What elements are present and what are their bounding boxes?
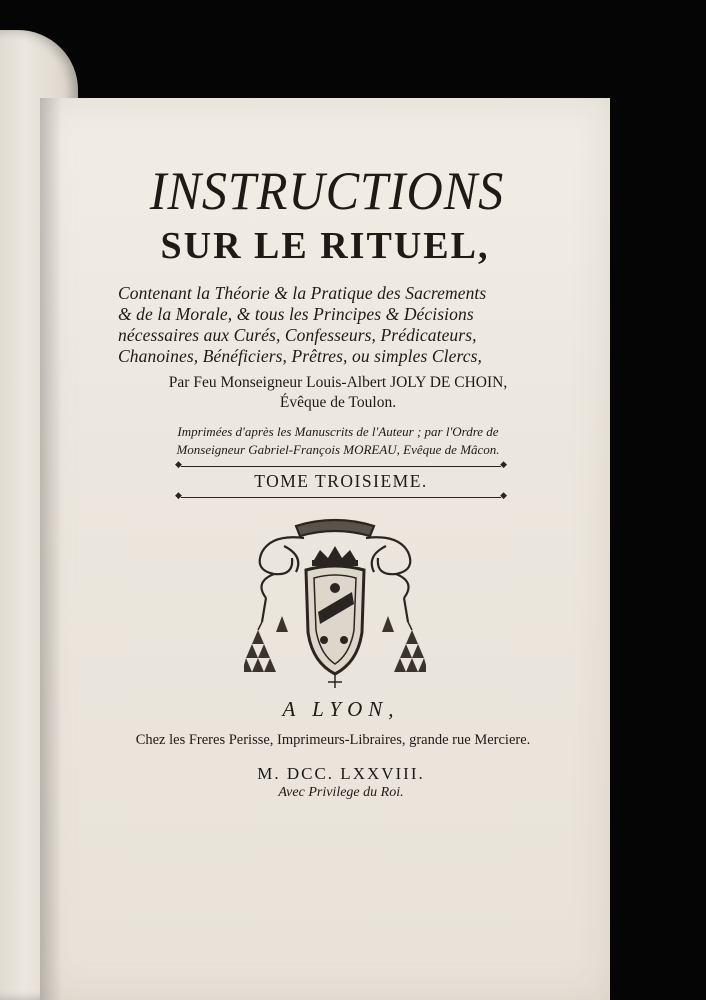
coat-of-arms-icon [244,512,426,696]
author-line-1: Par Feu Monseigneur Louis-Albert JOLY DE CHOIN, [168,374,508,391]
publication-date: M. DCC. LXXVIII. [257,764,425,783]
top-ornamental-rule [181,466,501,467]
publisher-line: Chez les Freres Perisse, Imprimeurs-Libraires, grande rue Merciere. [135,732,531,748]
book-subtitle: SUR LE RITUEL, [160,225,490,267]
publication-city: A LYON, [282,697,400,721]
page-gutter [40,98,62,1000]
volume-label: TOME TROISIEME. [254,471,428,491]
royal-privilege: Avec Privilege du Roi. [278,785,404,800]
bottom-ornamental-rule [181,497,501,498]
imprint-line-1: Imprimées d'après les Manuscrits de l'Auteur ; par l'Ordre de [177,424,499,439]
description-line-1: Contenant la Théorie & la Pratique des Sacrements [118,283,487,303]
description-line-4: Chanoines, Bénéficiers, Prêtres, ou simples Clercs, [118,346,482,366]
description-line-2: & de la Morale, & tous les Principes & Décisions [118,304,474,324]
imprint-line-2: Monseigneur Gabriel-François MOREAU, Evêque de Mâcon. [176,442,500,457]
author-line-2: Évêque de Toulon. [279,394,397,411]
description-line-3: nécessaires aux Curés, Confesseurs, Prédicateurs, [118,325,477,345]
book-title: INSTRUCTIONS [149,161,505,221]
